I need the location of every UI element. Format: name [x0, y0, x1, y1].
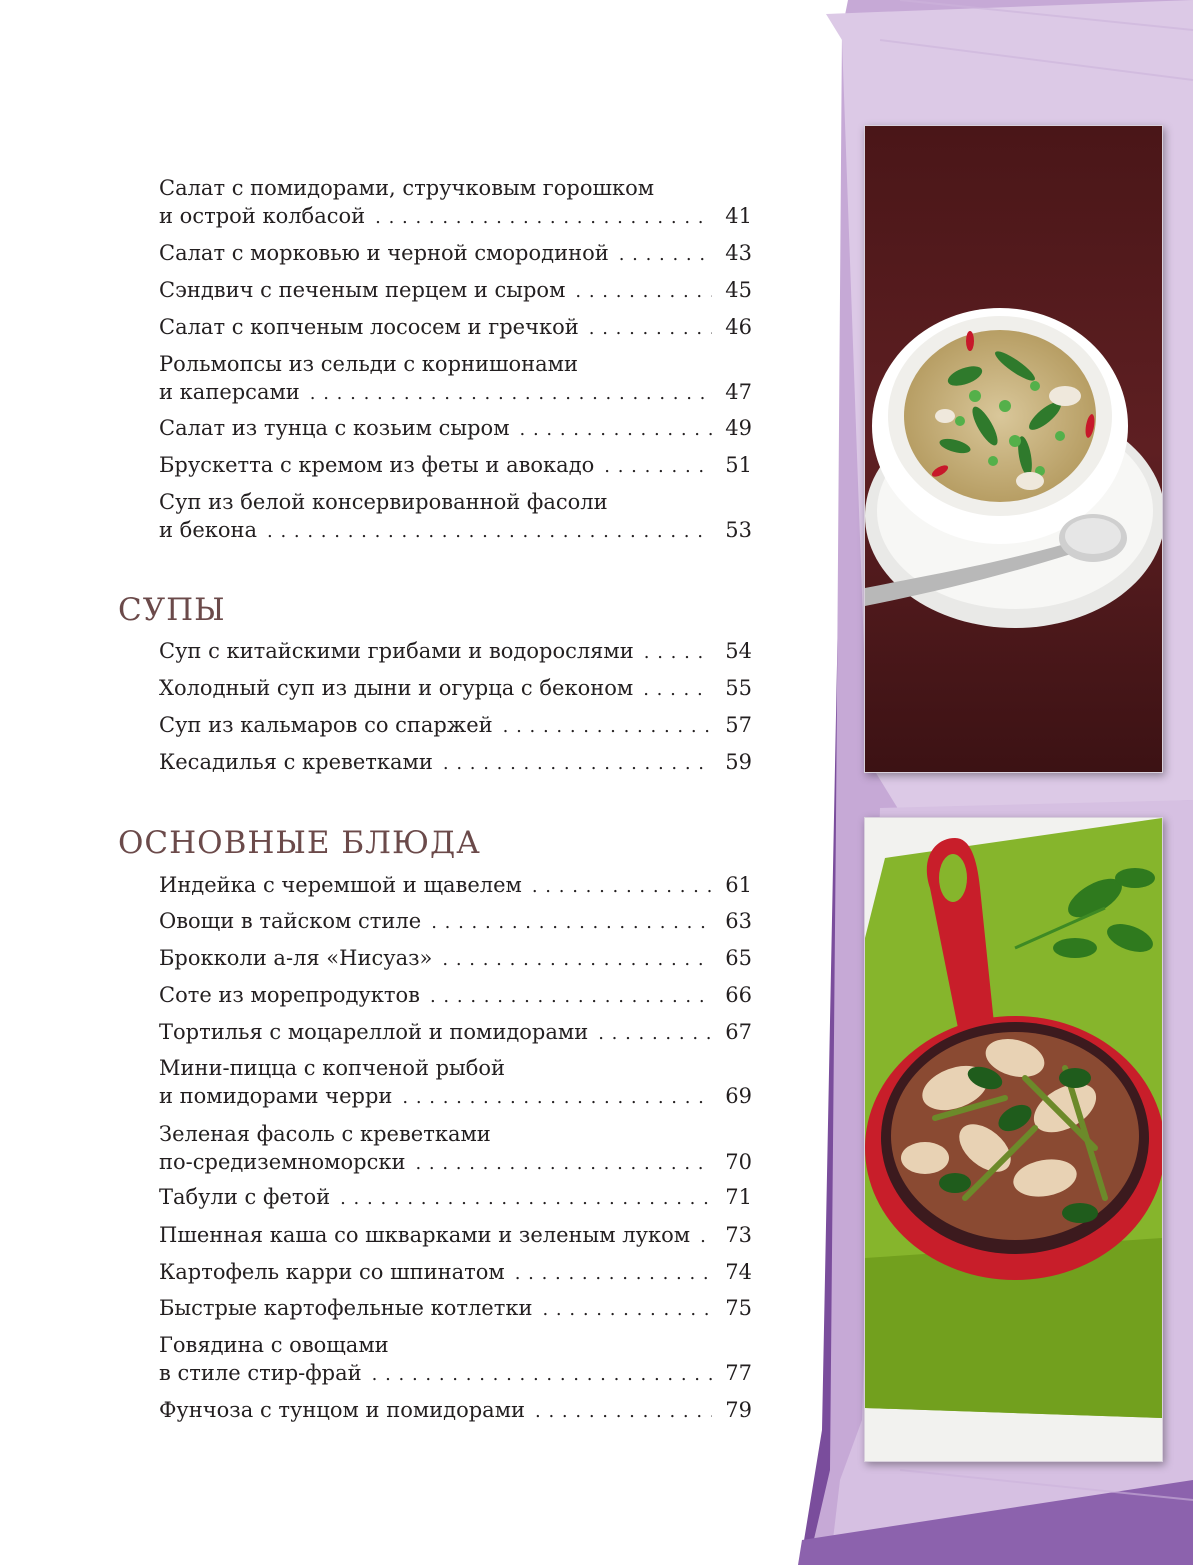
- dot-leader: [372, 1361, 712, 1389]
- toc-entry-title: Картофель карри со шпинатом: [159, 1260, 505, 1284]
- toc-entry-title: Пшенная каша со шкварками и зеленым луком: [159, 1223, 691, 1247]
- toc-entry-title: Фунчоза с тунцом и помидорами: [159, 1398, 526, 1422]
- toc-entry[interactable]: [159, 488, 752, 546]
- toc-entry[interactable]: [159, 1294, 752, 1324]
- section-title-soups: СУПЫ: [118, 592, 226, 628]
- dot-leader: [619, 241, 712, 269]
- toc-entry-title: Овощи в тайском стиле: [159, 909, 422, 933]
- toc-entry[interactable]: [159, 637, 752, 667]
- toc-entry-title: Сэндвич с печеным перцем и сыром: [159, 278, 566, 302]
- toc-page-number: 51: [725, 453, 752, 477]
- dot-leader: [415, 1150, 712, 1178]
- skillet-photo: [864, 817, 1163, 1462]
- toc-entry-title: Салат с морковью и черной смородиной: [159, 241, 609, 265]
- toc-entry-title: по-средиземноморски: [159, 1150, 406, 1174]
- dot-leader: [310, 380, 712, 408]
- toc-entry-title: и острой колбасой: [159, 204, 366, 228]
- toc-entry-title: Брускетта с кремом из феты и авокадо: [159, 453, 595, 477]
- toc-entry[interactable]: [159, 944, 752, 974]
- dot-leader: [443, 750, 712, 778]
- dot-leader: [532, 873, 712, 901]
- toc-entry-title-line1: Мини-пицца с копченой рыбой: [159, 1056, 506, 1080]
- toc-entry-title: Салат из тунца с козьим сыром: [159, 416, 510, 440]
- toc-entry[interactable]: [159, 1054, 752, 1112]
- toc-entry-title: Холодный суп из дыни и огурца с беконом: [159, 676, 634, 700]
- toc-entry-title: Соте из морепродуктов: [159, 983, 420, 1007]
- toc-entry[interactable]: [159, 313, 752, 343]
- toc-entry[interactable]: [159, 174, 752, 232]
- section-title-main-dishes: ОСНОВНЫЕ БЛЮДА: [118, 825, 481, 861]
- toc-entry-title: Индейка с черемшой и щавелем: [159, 873, 522, 897]
- toc-entry-title: Брокколи а-ля «Нисуаз»: [159, 946, 433, 970]
- dot-leader: [589, 315, 712, 343]
- toc-page-number: 53: [725, 518, 752, 542]
- dot-leader: [402, 1084, 712, 1112]
- toc-page-number: 57: [725, 713, 752, 737]
- toc-page-number: 46: [725, 315, 752, 339]
- toc-entry[interactable]: [159, 1018, 752, 1048]
- dot-leader: [267, 518, 712, 546]
- toc-entry-title: Кесадилья с креветками: [159, 750, 433, 774]
- dot-leader: [598, 1020, 712, 1048]
- toc-entry-title: Салат с копченым лососем и гречкой: [159, 315, 579, 339]
- dot-leader: [430, 983, 712, 1011]
- toc-entry[interactable]: [159, 711, 752, 741]
- toc-page-number: 63: [725, 909, 752, 933]
- toc-page-number: 65: [725, 946, 752, 970]
- toc-page-number: 54: [725, 639, 752, 663]
- toc-entry-title: Тортилья с моцареллой и помидорами: [159, 1020, 589, 1044]
- toc-entry-title-line1: Зеленая фасоль с креветками: [159, 1122, 491, 1146]
- toc-entry-title-line1: Говядина с овощами: [159, 1333, 389, 1357]
- toc-entry[interactable]: [159, 871, 752, 901]
- toc-page-number: 67: [725, 1020, 752, 1044]
- toc-entry-title: и помидорами черри: [159, 1084, 393, 1108]
- toc-entry[interactable]: [159, 350, 752, 408]
- toc-entry-title: Быстрые картофельные котлетки: [159, 1296, 533, 1320]
- dot-leader: [535, 1398, 712, 1426]
- toc-page-number: 41: [725, 204, 752, 228]
- toc-entry-title-line1: Салат с помидорами, стручковым горошком: [159, 176, 655, 200]
- toc-page-number: 73: [725, 1223, 752, 1247]
- toc-page-number: 70: [725, 1150, 752, 1174]
- dot-leader: [442, 946, 712, 974]
- toc-entry-title-line1: Рольмопсы из сельди с корнишонами: [159, 352, 579, 376]
- toc-page-number: 49: [725, 416, 752, 440]
- toc-entry[interactable]: [159, 748, 752, 778]
- toc-page-number: 45: [725, 278, 752, 302]
- toc-entry-title: Суп из кальмаров со спаржей: [159, 713, 493, 737]
- toc-entry[interactable]: [159, 414, 752, 444]
- toc-entry-title: Табули с фетой: [159, 1185, 331, 1209]
- toc-entry[interactable]: [159, 239, 752, 269]
- toc-page-number: 69: [725, 1084, 752, 1108]
- toc-page-number: 55: [725, 676, 752, 700]
- toc-entry-title: Суп с китайскими грибами и водорослями: [159, 639, 634, 663]
- toc-entry-title: в стиле стир-фрай: [159, 1361, 362, 1385]
- toc-page-number: 77: [725, 1361, 752, 1385]
- dot-leader: [644, 639, 712, 667]
- toc-page-number: 79: [725, 1398, 752, 1422]
- toc-page-number: 66: [725, 983, 752, 1007]
- toc-page-number: 59: [725, 750, 752, 774]
- toc-page-number: 71: [725, 1185, 752, 1209]
- toc-entry[interactable]: [159, 451, 752, 481]
- toc-entry-title-line1: Суп из белой консервированной фасоли: [159, 490, 608, 514]
- toc-page-number: 43: [725, 241, 752, 265]
- dot-leader: [575, 278, 712, 306]
- toc-entry[interactable]: [159, 1120, 752, 1178]
- toc-entry-title: и бекона: [159, 518, 258, 542]
- toc-entry-title: и каперсами: [159, 380, 300, 404]
- toc-entry[interactable]: [159, 276, 752, 306]
- toc-entry[interactable]: [159, 1183, 752, 1213]
- dot-leader: [340, 1185, 712, 1213]
- dot-leader: [431, 909, 712, 937]
- dot-leader: [542, 1296, 712, 1324]
- dot-leader: [520, 416, 712, 444]
- toc-entry[interactable]: [159, 674, 752, 704]
- toc-page-number: 74: [725, 1260, 752, 1284]
- dot-leader: [515, 1260, 712, 1288]
- toc-page-number: 61: [725, 873, 752, 897]
- toc-entry[interactable]: [159, 1221, 752, 1251]
- dot-leader: [643, 676, 712, 704]
- dot-leader: [375, 204, 712, 232]
- toc-page-number: 47: [725, 380, 752, 404]
- dot-leader: [604, 453, 712, 481]
- toc-page-number: 75: [725, 1296, 752, 1320]
- toc-entry[interactable]: [159, 1258, 752, 1288]
- toc-entry[interactable]: [159, 1331, 752, 1389]
- soup-bowl-photo: [864, 125, 1163, 773]
- dot-leader: [503, 713, 712, 741]
- toc-entry[interactable]: [159, 981, 752, 1011]
- toc-entry[interactable]: [159, 1396, 752, 1426]
- dot-leader: [700, 1223, 712, 1251]
- toc-entry[interactable]: [159, 907, 752, 937]
